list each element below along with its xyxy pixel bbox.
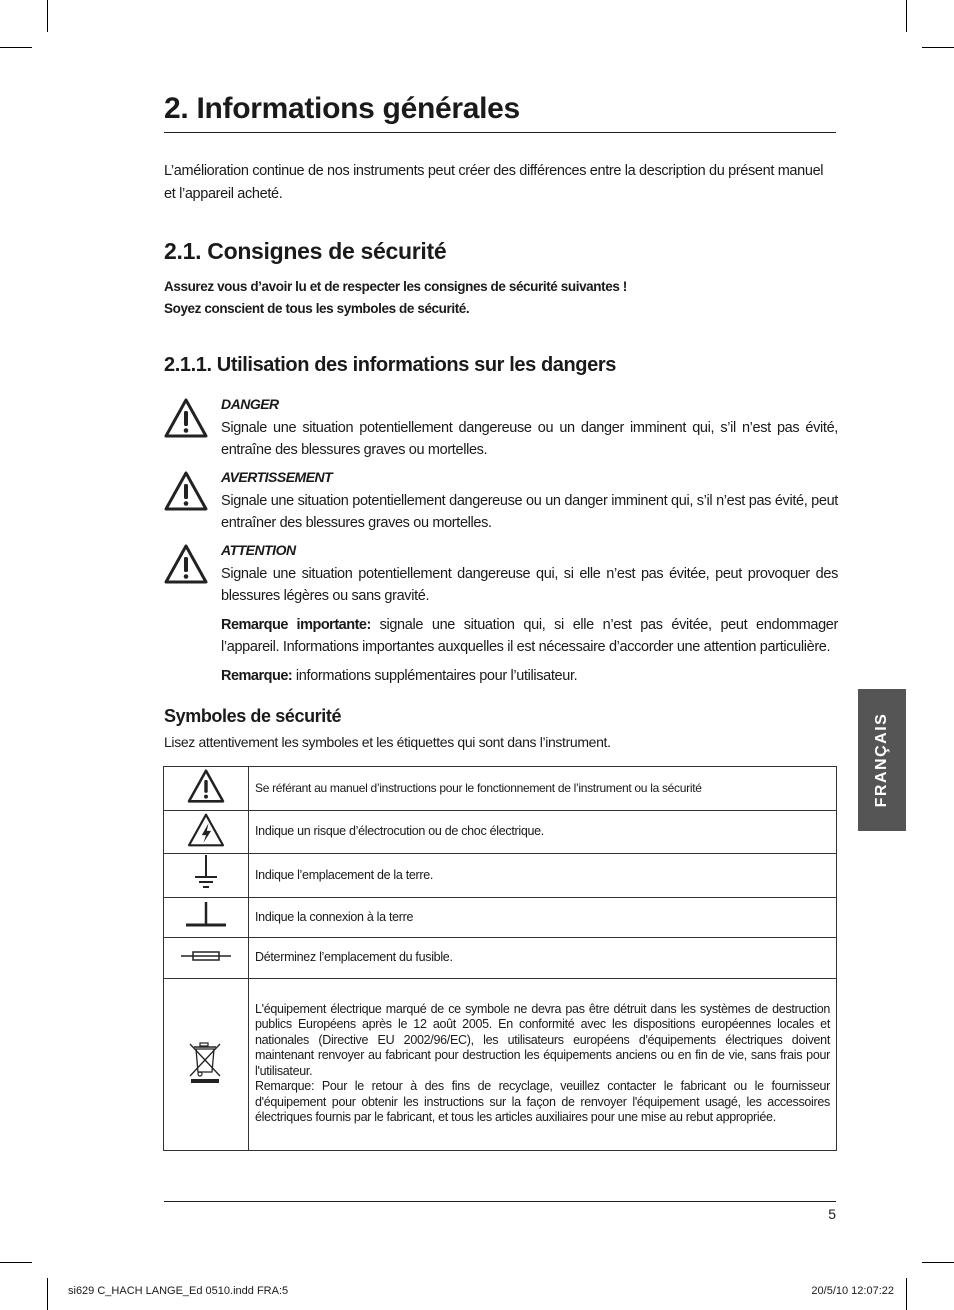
table-row xyxy=(164,898,837,938)
warning-triangle-icon xyxy=(164,544,208,584)
subsection-heading: 2.1.1. Utilisation des informations sur les dangers xyxy=(164,354,616,376)
ground-icon xyxy=(191,855,221,891)
important-note xyxy=(221,614,838,658)
print-slug-file: si629 C_HACH LANGE_Ed 0510.indd FRA:5 xyxy=(68,1285,289,1297)
safety-instructions xyxy=(164,276,627,320)
language-tab xyxy=(858,689,906,831)
safety-line: Assurez vous d’avoir lu et de respecter les consignes de sécurité suivantes ! xyxy=(164,279,627,294)
electric-shock-icon xyxy=(186,813,226,847)
crop-mark xyxy=(922,47,954,48)
symbol-cell xyxy=(164,854,249,898)
symbol-cell xyxy=(164,979,249,1151)
crop-mark xyxy=(0,1262,32,1263)
crop-mark xyxy=(922,1262,954,1263)
section-heading: 2.1. Consignes de sécurité xyxy=(164,238,447,264)
note-text: informations supplémentaires pour l’utilisateur. xyxy=(292,668,578,684)
table-row xyxy=(164,811,837,854)
page-title: 2. Informations générales xyxy=(164,92,836,133)
safety-line: Soyez conscient de tous les symboles de sécurité. xyxy=(164,301,470,316)
page-number: 5 xyxy=(828,1206,836,1222)
print-slug-date: 20/5/10 12:07:22 xyxy=(811,1285,894,1297)
warning-triangle-icon xyxy=(164,398,208,438)
note xyxy=(221,665,838,687)
crop-mark xyxy=(47,1278,48,1310)
crop-mark xyxy=(906,1278,907,1310)
note-label: Remarque: xyxy=(255,1079,315,1093)
earth-connection-icon xyxy=(184,900,228,930)
symbol-cell xyxy=(164,898,249,938)
hazard-title: ATTENTION xyxy=(221,542,296,558)
hazard-description: Signale une situation potentiellement dangereuse ou un danger imminent qui, s’il n’est pas évité, peut entraîner des blessures graves ou mortelles. xyxy=(221,493,838,531)
note-label: Remarque importante: xyxy=(221,617,371,633)
footer-rule xyxy=(164,1201,836,1202)
symbol-description: Indique un risque d’électrocution ou de choc électrique. xyxy=(249,811,837,854)
symbols-intro: Lisez attentivement les symboles et les étiquettes qui sont dans l’instrument. xyxy=(164,734,611,750)
hazard-description: Signale une situation potentiellement dangereuse ou un danger imminent qui, s’il n’est pas évité, entraîne des blessures graves ou mortelles. xyxy=(221,420,838,458)
symbol-description: Déterminez l’emplacement du fusible. xyxy=(249,938,837,979)
weee-description: L'équipement électrique marqué de ce symbole ne devra pas être détruit dans les systèmes de destruction publics Européens après le 12 août 2005. En conformité avec les dispositions européennes locales et nationales (Directive EU 2002/96/EC), les utilisateurs européens d'équipements électriques doivent maintenant renvoyer au fabricant pour destruction les équipements anciens ou en fin de vie, sans frais pour l'utilisateur. xyxy=(255,1001,830,1078)
note-text: Pour le retour à des fins de recyclage, veuillez contacter le fabricant ou le fournisseur d'équipement pour obtenir les instructions sur la façon de renvoyer l'équipement usagé, les accessoires électriques fournis par le fabricant, et tous les articles auxiliaires pour une mise au rebut appropriée. xyxy=(255,1079,830,1124)
table-row xyxy=(164,767,837,811)
symbol-cell xyxy=(164,811,249,854)
crop-mark xyxy=(906,0,907,32)
language-tab-label: FRANÇAIS xyxy=(873,712,890,808)
symbol-cell xyxy=(164,938,249,979)
weee-bin-icon xyxy=(188,1040,224,1084)
note-label: Remarque: xyxy=(221,668,293,684)
symbol-description xyxy=(249,979,837,1151)
hazard-title: AVERTISSEMENT xyxy=(221,469,333,485)
table-row xyxy=(164,854,837,898)
safety-symbols-table xyxy=(163,766,837,1151)
hazard-description: Signale une situation potentiellement dangereuse qui, si elle n’est pas évitée, peut provoquer des blessures légères ou sans gravité. xyxy=(221,566,838,604)
note-text: signale une situation qui, si elle n’est pas évitée, peut endommager l’appareil. Informations importantes auxquelles il est nécessaire d’accorder une attention particulière. xyxy=(221,617,838,655)
symbol-cell xyxy=(164,767,249,811)
symbol-description: Indique la connexion à la terre xyxy=(249,898,837,938)
hazard-title: DANGER xyxy=(221,396,279,412)
table-row xyxy=(164,979,837,1151)
table-row xyxy=(164,938,837,979)
fuse-icon xyxy=(181,949,231,963)
warning-triangle-icon xyxy=(164,471,208,511)
symbols-heading: Symboles de sécurité xyxy=(164,706,342,726)
crop-mark xyxy=(47,0,48,32)
warning-triangle-icon xyxy=(186,769,226,803)
crop-mark xyxy=(0,47,32,48)
symbol-description: Se référant au manuel d’instructions pour le fonctionnement de l’instrument ou la sécurité xyxy=(249,767,837,811)
symbol-description: Indique l’emplacement de la terre. xyxy=(249,854,837,898)
intro-paragraph: L’amélioration continue de nos instruments peut créer des différences entre la description du présent manuel et l’appareil acheté. xyxy=(164,163,824,202)
